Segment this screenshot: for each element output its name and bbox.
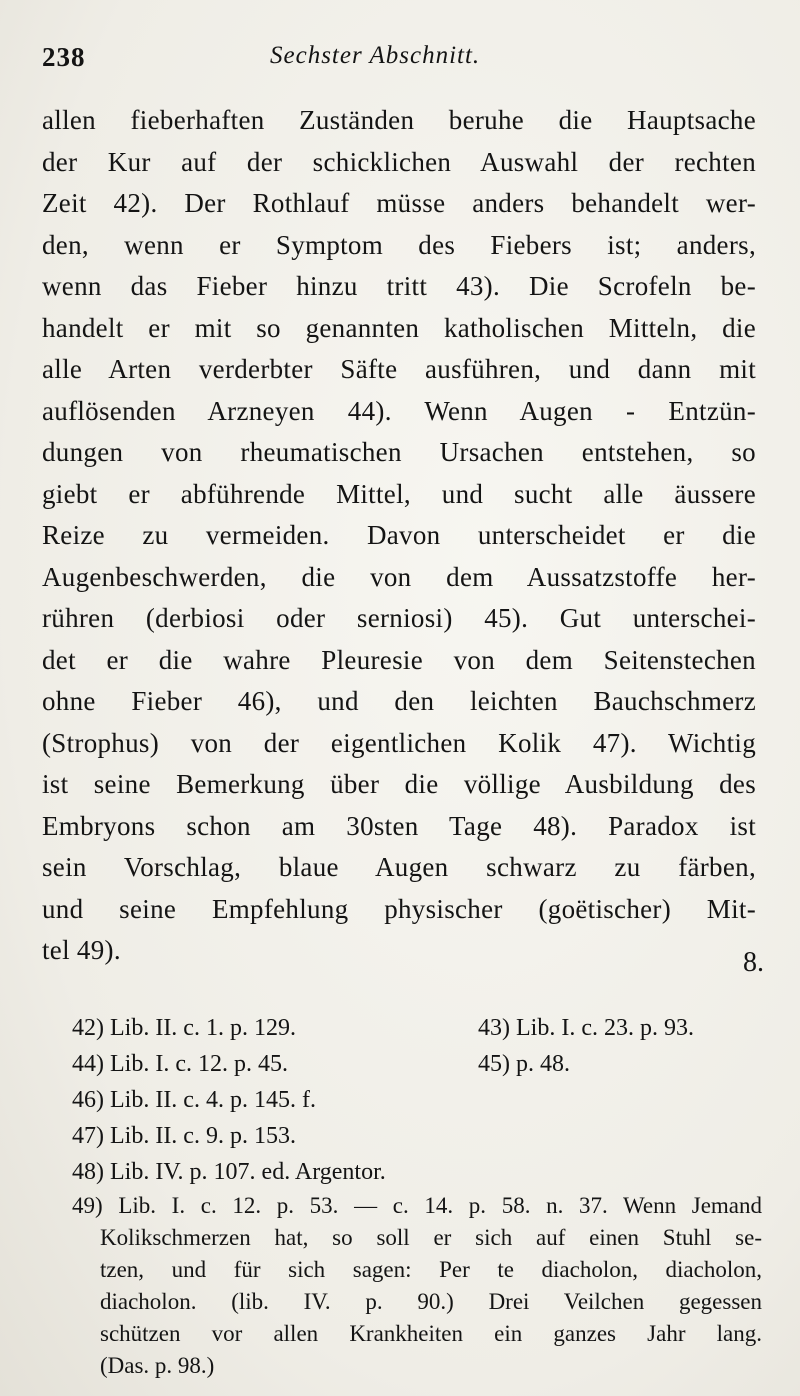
footnote-46: 46) Lib. II. c. 4. p. 145. f. xyxy=(72,1087,316,1113)
body-line: Augenbeschwerden, die von dem Aussatzstoffe her- xyxy=(42,561,756,592)
running-title: Sechster Abschnitt. xyxy=(270,42,481,69)
body-line: ist seine Bemerkung über die völlige Ausbildung des xyxy=(42,769,756,799)
body-line: den, wenn er Symptom des Fiebers ist; anders, xyxy=(42,229,756,260)
body-line: Zeit 42). Der Rothlauf müsse anders behandelt wer- xyxy=(42,188,756,218)
page-number: 238 xyxy=(42,42,86,72)
body-line: Embryons schon am 30sten Tage 48). Paradox ist xyxy=(42,810,756,841)
body-line: ohne Fieber 46), und den leichten Bauchschmerz xyxy=(42,686,756,716)
footnote-45: 45) p. 48. xyxy=(478,1051,570,1077)
footnote-49-line: diacholon. (lib. IV. p. 90.) Drei Veilchen gegessen xyxy=(100,1289,762,1314)
footnote-49-line: tzen, und für sich sagen: Per te diacholon, diacholon, xyxy=(100,1257,762,1282)
footnote-49-line: Kolikschmerzen hat, so soll er sich auf einen Stuhl se- xyxy=(100,1225,762,1250)
body-text xyxy=(42,100,756,972)
footnote-49 xyxy=(72,1190,762,1382)
body-line: handelt er mit so genannten katholischen Mitteln, die xyxy=(42,312,756,343)
footnotes xyxy=(72,1010,762,1382)
footnote-42: 42) Lib. II. c. 1. p. 129. xyxy=(72,1015,296,1041)
body-line: rühren (derbiosi oder serniosi) 45). Gut unterschei- xyxy=(42,603,756,633)
body-line: Reize zu vermeiden. Davon unterscheidet er die xyxy=(42,520,756,550)
footnote-43: 43) Lib. I. c. 23. p. 93. xyxy=(478,1015,694,1041)
body-line: und seine Empfehlung physischer (goëtischer) Mit- xyxy=(42,893,756,924)
body-line: wenn das Fieber hinzu tritt 43). Die Scrofeln be- xyxy=(42,271,756,301)
body-line: tel 49). xyxy=(42,935,121,965)
footnote-row xyxy=(72,1154,762,1190)
footnote-44: 44) Lib. I. c. 12. p. 45. xyxy=(72,1051,288,1077)
body-line: allen fieberhaften Zuständen beruhe die Hauptsache xyxy=(42,105,756,135)
page-header xyxy=(42,42,760,82)
body-line: alle Arten verderbter Säfte ausführen, und dann mit xyxy=(42,354,756,384)
body-line: der Kur auf der schicklichen Auswahl der rechten xyxy=(42,146,756,177)
footnote-row xyxy=(72,1118,762,1154)
footnote-49-line: schützen vor allen Krankheiten ein ganzes Jahr lang. xyxy=(100,1321,762,1346)
body-line: (Strophus) von der eigentlichen Kolik 47). Wichtig xyxy=(42,727,756,758)
footnote-row xyxy=(72,1082,762,1118)
body-line: auflösenden Arzneyen 44). Wenn Augen - Entzün- xyxy=(42,395,756,426)
footnote-47: 47) Lib. II. c. 9. p. 153. xyxy=(72,1123,296,1149)
footnote-49-line: (Das. p. 98.) xyxy=(100,1353,215,1378)
body-line: sein Vorschlag, blaue Augen schwarz zu färben, xyxy=(42,852,756,882)
section-number: 8. xyxy=(743,947,764,978)
body-line: giebt er abführende Mittel, und sucht alle äussere xyxy=(42,478,756,509)
footnote-row xyxy=(72,1010,762,1046)
footnote-row xyxy=(72,1046,762,1082)
footnote-49-line: 49) Lib. I. c. 12. p. 53. — c. 14. p. 58. n. 37. Wenn Jemand xyxy=(72,1193,762,1218)
footnote-48: 48) Lib. IV. p. 107. ed. Argentor. xyxy=(72,1159,386,1185)
body-line: dungen von rheumatischen Ursachen entstehen, so xyxy=(42,437,756,467)
body-line: det er die wahre Pleuresie von dem Seitenstechen xyxy=(42,644,756,675)
